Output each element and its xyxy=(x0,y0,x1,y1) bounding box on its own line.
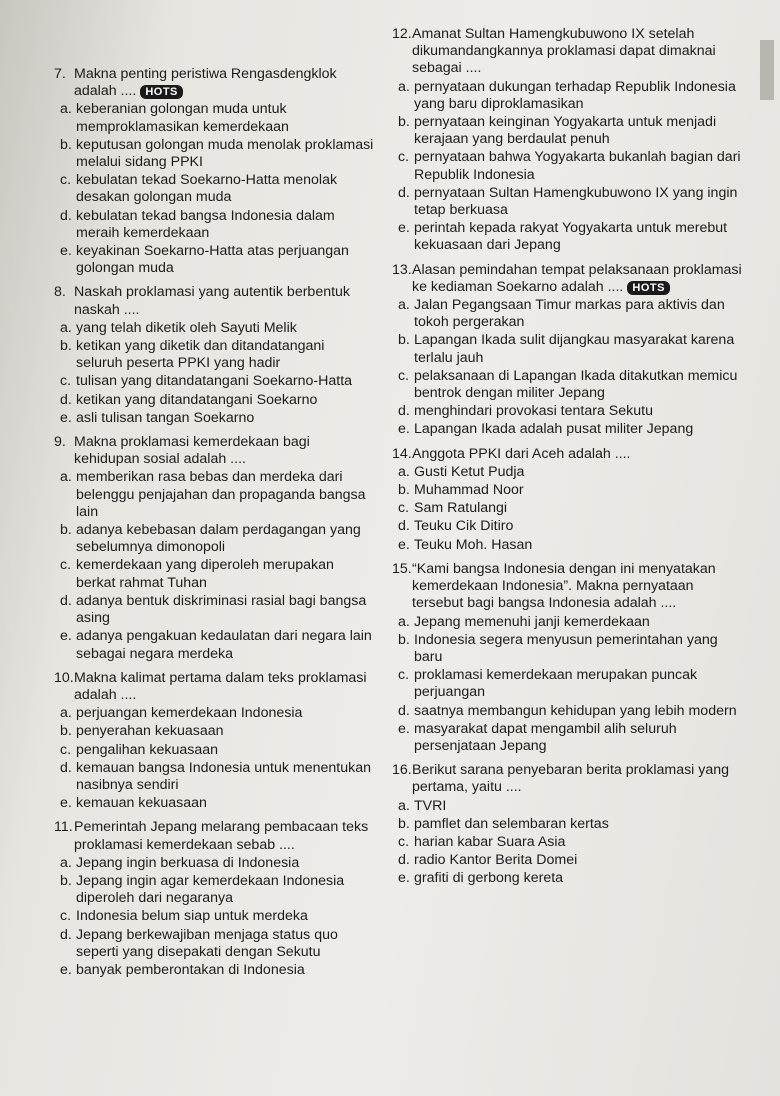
option-text: radio Kantor Berita Domei xyxy=(414,852,578,869)
option-text: TVRI xyxy=(414,797,447,814)
question-stem xyxy=(392,26,742,78)
option-text: memberikan rasa bebas dan merdeka dari belenggu penjajahan dan propaganda bangsa lain xyxy=(76,469,366,520)
answer-option xyxy=(54,908,374,925)
question-text-content: Anggota PPKI dari Aceh adalah .... xyxy=(412,445,631,462)
option-letter: d. xyxy=(60,926,72,943)
option-text: penyerahan kekuasaan xyxy=(76,723,224,740)
question-stem xyxy=(54,284,374,318)
answer-option xyxy=(54,742,374,759)
question-text xyxy=(412,446,742,463)
answer-option xyxy=(392,798,742,815)
answer-option xyxy=(54,243,374,277)
option-text: grafiti di gerbong kereta xyxy=(414,870,564,887)
right-column xyxy=(392,26,742,895)
question-stem xyxy=(54,670,374,704)
answer-option xyxy=(392,403,742,420)
option-text: banyak pemberontakan di Indonesia xyxy=(76,961,305,978)
option-letter: a. xyxy=(60,705,72,722)
option-text: kemerdekaan yang diperoleh merupakan berkat rahmat Tuhan xyxy=(76,557,334,591)
question-number: 13. xyxy=(392,261,412,278)
answer-option xyxy=(54,628,374,662)
option-text: masyarakat dapat mengambil alih seluruh persenjataan Jepang xyxy=(414,720,677,754)
question-number: 14. xyxy=(392,445,412,462)
question-item xyxy=(392,26,742,255)
question-number: 10. xyxy=(54,669,74,686)
answer-options xyxy=(392,798,742,888)
question-number: 9. xyxy=(54,434,66,451)
option-letter: a. xyxy=(60,854,72,871)
option-text: Teuku Cik Ditiro xyxy=(414,518,514,535)
option-letter: a. xyxy=(60,101,72,118)
option-letter: a. xyxy=(398,797,410,814)
question-stem xyxy=(54,66,374,100)
option-text: Jepang ingin agar kemerdekaan Indonesia diperoleh dari negaranya xyxy=(76,872,345,907)
option-letter: d. xyxy=(398,403,410,420)
option-text: ketikan yang diketik dan ditandatangani seluruh peserta PPKI yang hadir xyxy=(76,338,325,372)
option-text: Jepang berkewajiban menjaga status quo seperti yang disepakati dengan Sekutu xyxy=(76,926,338,960)
hots-badge: HOTS xyxy=(140,85,183,99)
question-number: 8. xyxy=(54,284,66,301)
answer-option xyxy=(54,137,374,171)
answer-options xyxy=(54,469,374,662)
option-text: saatnya membangun kehidupan yang lebih modern xyxy=(414,702,737,719)
option-letter: e. xyxy=(60,628,72,645)
option-text: Indonesia segera menyusun pemerintahan yang baru xyxy=(414,631,718,665)
option-text: perintah kepada rakyat Yogyakarta untuk merebut kekuasaan dari Jepang xyxy=(414,220,728,254)
answer-option xyxy=(392,816,742,833)
option-letter: d. xyxy=(60,391,72,408)
question-item xyxy=(54,66,374,277)
question-number: 12. xyxy=(392,26,412,42)
answer-option xyxy=(392,185,742,219)
option-text: Sam Ratulangi xyxy=(414,500,508,517)
answer-options xyxy=(54,320,374,427)
option-letter: a. xyxy=(398,463,410,480)
answer-option xyxy=(54,172,374,206)
question-text-content: Makna kalimat pertama dalam teks proklamasi adalah .... xyxy=(74,669,367,703)
option-letter: b. xyxy=(60,522,72,539)
option-text: Lapangan Ikada sulit dijangkau masyarakat karena terlalu jauh xyxy=(414,332,735,366)
option-letter: b. xyxy=(398,815,410,832)
question-item xyxy=(54,819,374,979)
question-text-content: Alasan pemindahan tempat pelaksanaan proklamasi ke kediaman Soekarno adalah .... xyxy=(412,261,742,295)
answer-option xyxy=(392,632,742,666)
option-text: Muhammad Noor xyxy=(414,482,524,499)
question-stem xyxy=(392,262,742,296)
answer-option xyxy=(392,149,742,183)
answer-option xyxy=(54,873,374,907)
option-text: kemauan kekuasaan xyxy=(76,795,207,812)
question-item xyxy=(392,762,742,887)
answer-option xyxy=(392,297,742,331)
question-item xyxy=(54,284,374,427)
question-text xyxy=(412,262,742,296)
answer-option xyxy=(392,114,742,148)
option-letter: d. xyxy=(398,852,410,869)
answer-option xyxy=(54,705,374,722)
option-letter: a. xyxy=(60,319,72,336)
question-text-content: Makna penting peristiwa Rengasdengklok adalah .... xyxy=(74,66,337,100)
option-letter: b. xyxy=(398,114,410,131)
answer-options xyxy=(54,705,374,812)
answer-option xyxy=(392,667,742,701)
question-text xyxy=(412,762,742,796)
question-item xyxy=(392,561,742,755)
option-letter: c. xyxy=(398,500,410,517)
answer-options xyxy=(54,855,374,979)
question-text xyxy=(74,819,374,853)
option-text: Jepang ingin berkuasa di Indonesia xyxy=(76,854,300,871)
option-letter: e. xyxy=(60,409,72,426)
option-letter: e. xyxy=(398,536,410,553)
option-letter: e. xyxy=(398,870,410,887)
answer-option xyxy=(54,760,374,794)
question-text-content: Makna proklamasi kemerdekaan bagi kehidupan sosial adalah .... xyxy=(74,434,310,468)
option-letter: d. xyxy=(60,759,72,776)
question-number: 11. xyxy=(54,819,73,836)
question-text xyxy=(412,561,742,613)
option-text: adanya kebebasan dalam perdagangan yang sebelumnya dimonopoli xyxy=(76,522,361,556)
option-text: Teuku Moh. Hasan xyxy=(414,536,533,553)
answer-option xyxy=(392,332,742,366)
option-letter: e. xyxy=(398,421,410,438)
answer-option xyxy=(392,500,742,517)
option-text: kebulatan tekad bangsa Indonesia dalam meraih kemerdekaan xyxy=(76,207,335,241)
answer-options xyxy=(54,101,374,277)
option-text: perjuangan kemerdekaan Indonesia xyxy=(76,705,303,722)
option-letter: c. xyxy=(60,172,72,189)
answer-option xyxy=(392,614,742,631)
answer-options xyxy=(392,464,742,554)
answer-options xyxy=(392,614,742,756)
option-letter: a. xyxy=(398,78,410,95)
option-letter: b. xyxy=(60,136,72,153)
answer-option xyxy=(54,320,374,337)
option-text: pernyataan bahwa Yogyakarta bukanlah bagian dari Republik Indonesia xyxy=(414,149,741,183)
answer-option xyxy=(392,721,742,755)
answer-option xyxy=(392,220,742,254)
option-letter: c. xyxy=(60,373,72,390)
question-stem xyxy=(54,434,374,468)
option-letter: c. xyxy=(398,833,410,850)
answer-option xyxy=(392,852,742,869)
option-text: Jepang memenuhi janji kemerdekaan xyxy=(414,613,650,630)
option-letter: b. xyxy=(60,338,72,355)
option-letter: a. xyxy=(398,613,410,630)
answer-option xyxy=(54,557,374,591)
option-letter: b. xyxy=(60,723,72,740)
question-number: 15. xyxy=(392,560,412,577)
answer-option xyxy=(392,834,742,851)
option-text: Gusti Ketut Pudja xyxy=(414,463,525,480)
option-letter: e. xyxy=(60,795,72,812)
answer-option xyxy=(54,469,374,521)
option-letter: c. xyxy=(60,557,72,574)
answer-options xyxy=(392,297,742,439)
option-letter: d. xyxy=(60,592,72,609)
answer-option xyxy=(54,522,374,556)
option-letter: d. xyxy=(398,518,410,535)
option-text: pamflet dan selembaran kertas xyxy=(414,815,609,832)
question-number: 16. xyxy=(392,762,412,779)
question-text-content: Berikut sarana penyebaran berita proklamasi yang pertama, yaitu .... xyxy=(412,762,730,796)
page-edge-shadow xyxy=(760,40,774,100)
option-letter: b. xyxy=(398,332,410,349)
question-text xyxy=(74,670,374,704)
option-text: kebulatan tekad Soekarno-Hatta menolak desakan golongan muda xyxy=(76,172,338,206)
option-text: adanya bentuk diskriminasi rasial bagi bangsa asing xyxy=(76,592,367,627)
option-text: pengalihan kekuasaan xyxy=(76,741,218,758)
question-text xyxy=(412,26,742,78)
option-letter: e. xyxy=(398,720,410,737)
option-text: keputusan golongan muda menolak proklamasi melalui sidang PPKI xyxy=(76,136,374,171)
question-text-content: Amanat Sultan Hamengkubuwono IX setelah dikumandangkannya proklamasi dapat dimaknai sebagai .... xyxy=(412,26,716,77)
answer-option xyxy=(392,870,742,887)
question-item xyxy=(54,434,374,663)
answer-option xyxy=(54,208,374,242)
option-text: pernyataan dukungan terhadap Republik Indonesia yang baru diproklamasikan xyxy=(414,78,736,112)
question-item xyxy=(54,670,374,813)
option-letter: c. xyxy=(60,741,72,758)
question-text-content: Naskah proklamasi yang autentik berbentuk naskah .... xyxy=(74,284,351,318)
answer-option xyxy=(392,421,742,438)
option-letter: b. xyxy=(398,631,410,648)
question-item xyxy=(392,262,742,439)
question-stem xyxy=(392,762,742,796)
option-text: Indonesia belum siap untuk merdeka xyxy=(76,908,308,925)
option-text: ketikan yang ditandatangani Soekarno xyxy=(76,391,318,408)
option-letter: e. xyxy=(398,220,410,237)
question-text-content: “Kami bangsa Indonesia dengan ini menyatakan kemerdekaan Indonesia”. Makna pernyataan tersebut bagi bangsa Indonesia adalah .... xyxy=(412,560,716,612)
option-text: yang telah diketik oleh Sayuti Melik xyxy=(76,319,297,336)
answer-option xyxy=(54,593,374,627)
option-letter: c. xyxy=(60,908,72,925)
answer-option xyxy=(54,373,374,390)
hots-badge: HOTS xyxy=(627,281,670,295)
question-text xyxy=(74,284,374,318)
option-letter: c. xyxy=(398,149,410,166)
option-letter: c. xyxy=(398,667,410,684)
answer-option xyxy=(54,927,374,961)
answer-option xyxy=(392,703,742,720)
question-number: 7. xyxy=(54,66,66,82)
question-item xyxy=(392,446,742,554)
question-stem xyxy=(54,819,374,853)
answer-option xyxy=(54,962,374,979)
option-letter: e. xyxy=(60,961,72,978)
option-text: proklamasi kemerdekaan merupakan puncak perjuangan xyxy=(414,667,698,701)
left-column xyxy=(54,66,374,986)
option-text: keberanian golongan muda untuk memproklamasikan kemerdekaan xyxy=(76,101,289,135)
option-letter: b. xyxy=(60,872,72,889)
answer-option xyxy=(54,795,374,812)
question-text xyxy=(74,434,374,468)
option-text: adanya pengakuan kedaulatan dari negara lain sebagai negara merdeka xyxy=(76,628,372,662)
option-text: pelaksanaan di Lapangan Ikada ditakutkan memicu bentrok dengan militer Jepang xyxy=(414,367,738,402)
option-letter: e. xyxy=(60,243,72,260)
answer-option xyxy=(392,79,742,113)
question-text xyxy=(74,66,374,100)
option-letter: a. xyxy=(398,297,410,314)
option-text: Jalan Pegangsaan Timur markas para aktivis dan tokoh pergerakan xyxy=(414,297,725,331)
answer-option xyxy=(54,410,374,427)
question-stem xyxy=(392,561,742,613)
option-letter: d. xyxy=(60,207,72,224)
answer-option xyxy=(54,723,374,740)
option-text: menghindari provokasi tentara Sekutu xyxy=(414,403,653,420)
question-text-content: Pemerintah Jepang melarang pembacaan teks proklamasi kemerdekaan sebab .... xyxy=(74,819,369,853)
option-letter: b. xyxy=(398,482,410,499)
answer-option xyxy=(392,368,742,402)
option-text: Lapangan Ikada adalah pusat militer Jepang xyxy=(414,421,694,438)
option-text: keyakinan Soekarno-Hatta atas perjuangan golongan muda xyxy=(76,243,349,277)
option-text: tulisan yang ditandatangani Soekarno-Hatta xyxy=(76,373,353,390)
option-letter: c. xyxy=(398,367,410,384)
answer-option xyxy=(54,392,374,409)
answer-option xyxy=(392,464,742,481)
option-text: pernyataan Sultan Hamengkubuwono IX yang ingin tetap berkuasa xyxy=(414,184,738,219)
answer-option xyxy=(392,482,742,499)
answer-option xyxy=(392,537,742,554)
option-text: kemauan bangsa Indonesia untuk menentukan nasibnya sendiri xyxy=(76,759,372,793)
answer-option xyxy=(392,518,742,535)
option-text: harian kabar Suara Asia xyxy=(414,833,566,850)
answer-option xyxy=(54,855,374,872)
option-text: asli tulisan tangan Soekarno xyxy=(76,409,255,426)
question-stem xyxy=(392,446,742,463)
answer-options xyxy=(392,79,742,255)
option-letter: d. xyxy=(398,702,410,719)
option-letter: a. xyxy=(60,469,72,486)
answer-option xyxy=(54,101,374,135)
option-letter: d. xyxy=(398,184,410,201)
option-text: pernyataan keinginan Yogyakarta untuk menjadi kerajaan yang berdaulat penuh xyxy=(414,114,717,148)
answer-option xyxy=(54,338,374,372)
